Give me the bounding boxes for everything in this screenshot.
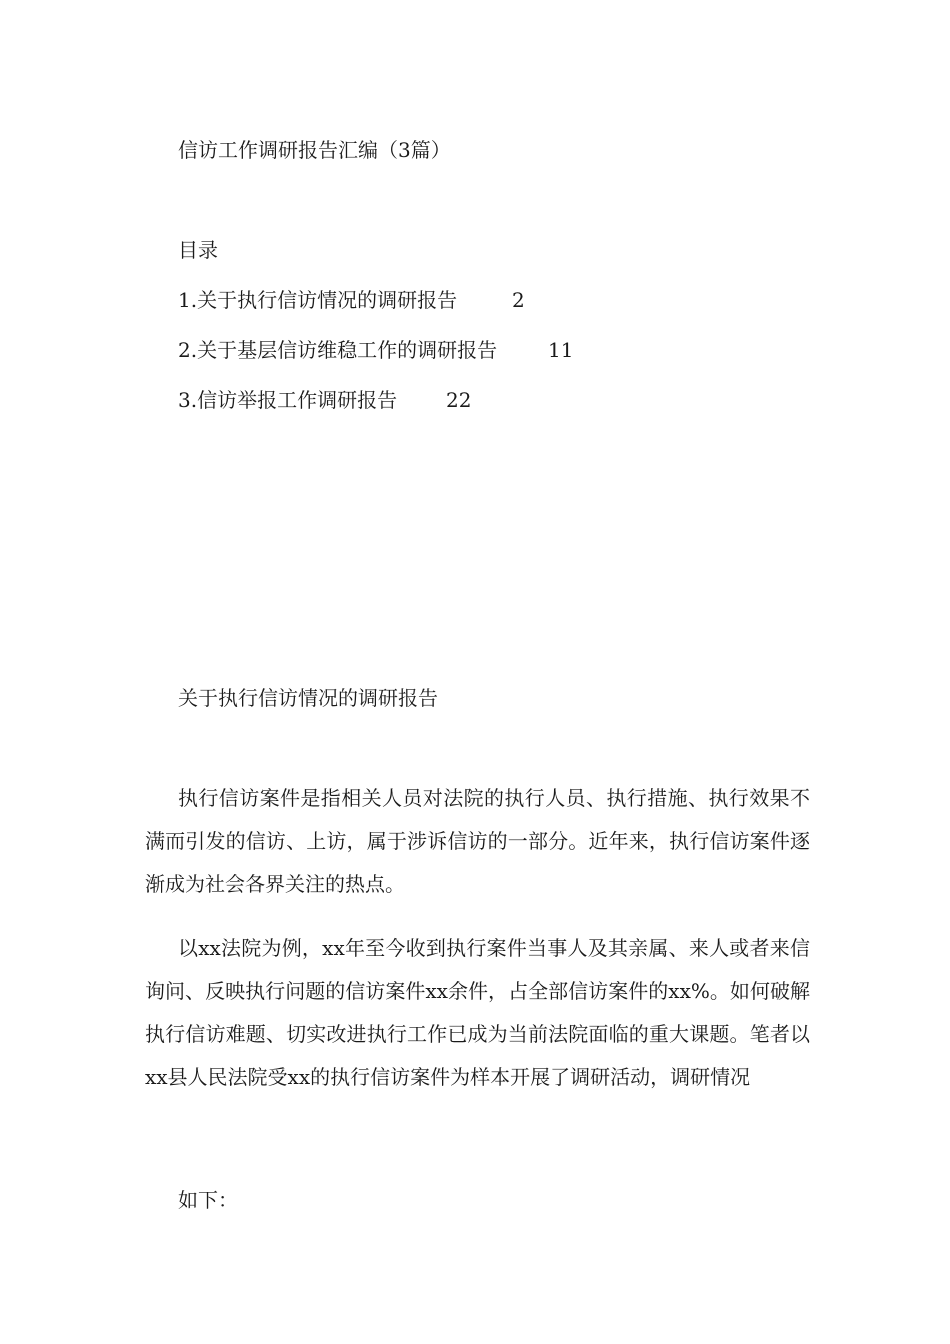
body-paragraph: 如下：: [178, 1188, 238, 1212]
toc-item-label: 3.信访举报工作调研报告: [178, 388, 398, 412]
toc-heading: 目录: [178, 238, 218, 262]
document-title: 信访工作调研报告汇编（3篇）: [178, 138, 451, 162]
toc-item[interactable]: [178, 386, 472, 414]
toc-item[interactable]: [178, 336, 574, 364]
toc-item-page: 22: [446, 388, 472, 412]
section-title: 关于执行信访情况的调研报告: [178, 686, 438, 710]
toc-item-page: 2: [512, 288, 525, 312]
toc-item-label: 1.关于执行信访情况的调研报告: [178, 288, 458, 312]
toc-item-page: 11: [548, 338, 574, 362]
toc-item-label: 2.关于基层信访维稳工作的调研报告: [178, 338, 498, 362]
body-paragraph: 以xx法院为例，xx年至今收到执行案件当事人及其亲属、来人或者来信询问、反映执行问题的信访案件xx余件，占全部信访案件的xx%。如何破解执行信访难题、切实改进执行工作已成为当前法院面临的重大课题。笔者以xx县人民法院受xx的执行信访案件为样本开展了调研活动，调研情况: [145, 936, 810, 1089]
body-paragraph: 执行信访案件是指相关人员对法院的执行人员、执行措施、执行效果不满而引发的信访、上访，属于涉诉信访的一部分。近年来，执行信访案件逐渐成为社会各界关注的热点。: [145, 786, 810, 896]
toc-item[interactable]: [178, 286, 525, 314]
